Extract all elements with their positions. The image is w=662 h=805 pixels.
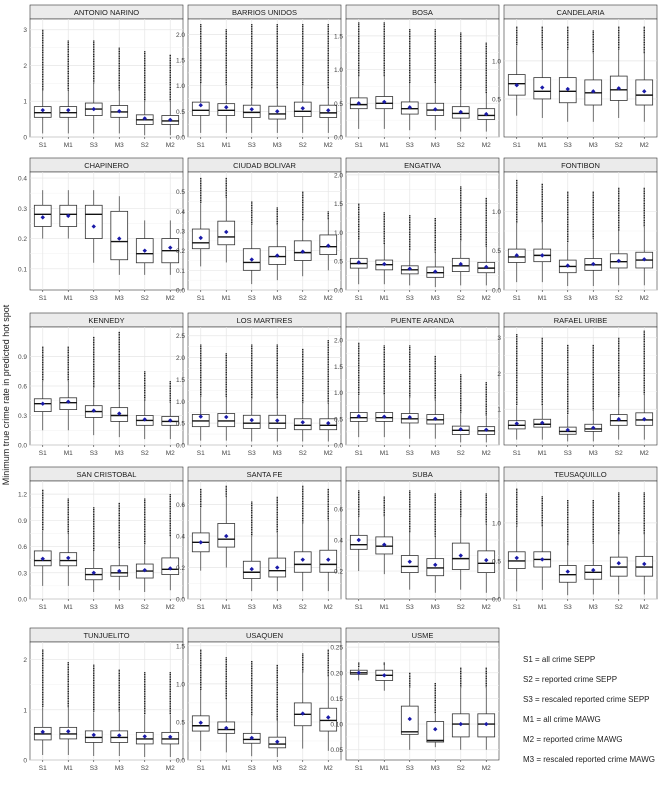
- y-tick-label: 0.0: [175, 287, 185, 295]
- x-tick-label: S2: [298, 765, 307, 772]
- y-tick-label: 0.5: [333, 258, 343, 266]
- x-tick-label: M2: [165, 142, 175, 149]
- x-tick-label: M3: [114, 142, 124, 149]
- legend-item-m3: M3 = rescaled reported crime MAWG: [523, 755, 655, 764]
- box: [559, 566, 576, 583]
- y-tick-label: 0.5: [175, 108, 185, 116]
- legend-item-s2: S2 = reported crime SEPP: [523, 675, 618, 684]
- y-tick-label: 3: [23, 27, 27, 35]
- box: [401, 556, 418, 573]
- x-tick-label: M3: [588, 295, 598, 302]
- x-tick-label: M2: [323, 450, 333, 457]
- x-tick-label: S1: [38, 604, 47, 611]
- facet-title: USAQUEN: [245, 631, 284, 640]
- x-tick-label: M1: [221, 765, 231, 772]
- plot-area: [188, 19, 341, 137]
- x-tick-label: S2: [456, 142, 465, 149]
- x-tick-label: S3: [405, 604, 414, 611]
- x-tick-label: M3: [272, 604, 282, 611]
- y-tick-label: 0.3: [17, 570, 27, 578]
- y-tick-label: 0.1: [175, 267, 185, 275]
- y-tick-label: 0: [23, 134, 27, 142]
- y-tick-label: 0.4: [17, 175, 27, 183]
- x-tick-label: M3: [114, 295, 124, 302]
- y-tick-label: 0.5: [333, 100, 343, 108]
- y-tick-label: 1: [23, 98, 27, 106]
- x-tick-label: M1: [63, 295, 73, 302]
- x-tick-label: M2: [481, 604, 491, 611]
- series-legend: [523, 655, 659, 775]
- y-tick-label: 2.0: [333, 337, 343, 345]
- x-tick-label: M2: [481, 142, 491, 149]
- x-tick-label: S3: [563, 295, 572, 302]
- x-tick-label: S2: [456, 765, 465, 772]
- x-tick-label: S1: [38, 142, 47, 149]
- facet-title: TEUSAQUILLO: [554, 470, 607, 479]
- plot-area: [346, 19, 499, 137]
- x-tick-label: M1: [63, 450, 73, 457]
- x-tick-label: S3: [89, 604, 98, 611]
- facet-title: SUBA: [412, 470, 433, 479]
- x-tick-label: S1: [196, 765, 205, 772]
- plot-area: [504, 19, 657, 137]
- facet-title: RAFAEL URIBE: [553, 316, 608, 325]
- x-tick-label: S2: [140, 295, 149, 302]
- facet-title: ENGATIVA: [404, 161, 441, 170]
- x-tick-label: M1: [63, 604, 73, 611]
- x-tick-label: S2: [140, 450, 149, 457]
- x-tick-label: S1: [196, 450, 205, 457]
- x-tick-label: M1: [379, 450, 389, 457]
- y-tick-label: 0.9: [17, 517, 27, 525]
- x-tick-label: M2: [639, 604, 649, 611]
- x-tick-label: M1: [537, 142, 547, 149]
- facet-panel: [18, 313, 183, 457]
- y-tick-label: 1: [23, 707, 27, 715]
- x-tick-label: M2: [165, 450, 175, 457]
- x-tick-label: M1: [379, 295, 389, 302]
- facet-panel: [18, 158, 183, 302]
- y-tick-label: 1.5: [175, 57, 185, 65]
- x-tick-label: M2: [639, 450, 649, 457]
- facet-panel: [176, 313, 341, 457]
- x-tick-label: M3: [588, 604, 598, 611]
- x-tick-label: S1: [354, 604, 363, 611]
- y-tick-label: 1.5: [333, 363, 343, 371]
- y-tick-label: 0.4: [333, 537, 343, 545]
- x-tick-label: S3: [247, 604, 256, 611]
- x-tick-label: S3: [89, 295, 98, 302]
- y-tick-label: 0.10: [330, 721, 343, 729]
- x-tick-label: M1: [537, 604, 547, 611]
- facet-title: TUNJUELITO: [83, 631, 130, 640]
- plot-area: [30, 172, 183, 290]
- y-tick-label: 0.0: [17, 596, 27, 604]
- x-tick-label: S3: [247, 765, 256, 772]
- y-tick-label: 2.0: [333, 172, 343, 180]
- facet-panel: [176, 467, 341, 611]
- x-tick-label: M2: [639, 142, 649, 149]
- plot-area: [346, 642, 499, 760]
- y-tick-label: 0.5: [175, 719, 185, 727]
- x-tick-label: M2: [323, 604, 333, 611]
- y-tick-label: 0.5: [175, 420, 185, 428]
- y-tick-label: 0.0: [175, 134, 185, 142]
- x-tick-label: M3: [272, 142, 282, 149]
- facet-panel: [492, 158, 657, 302]
- y-tick-label: 1.5: [175, 643, 185, 651]
- box: [85, 205, 102, 238]
- box: [427, 722, 444, 743]
- legend-item-s3: S3 = rescaled reported crime SEPP: [523, 695, 650, 704]
- y-tick-label: 2: [23, 62, 27, 70]
- y-tick-label: 0.0: [491, 287, 501, 295]
- y-tick-label: 0.25: [330, 644, 343, 652]
- x-tick-label: S3: [563, 142, 572, 149]
- x-tick-label: M1: [221, 604, 231, 611]
- facet-panel: [18, 467, 183, 611]
- y-tick-label: 2: [23, 657, 27, 665]
- y-tick-label: 0.3: [17, 205, 27, 213]
- y-tick-label: 1.0: [491, 208, 501, 216]
- facet-panel: [334, 158, 499, 302]
- legend-item-m1: M1 = all crime MAWG: [523, 715, 601, 724]
- y-tick-label: 0.3: [175, 228, 185, 236]
- y-tick-label: 0.0: [175, 757, 185, 765]
- x-tick-label: M1: [379, 142, 389, 149]
- x-tick-label: M3: [430, 295, 440, 302]
- facet-title: CIUDAD BOLIVAR: [233, 161, 296, 170]
- y-tick-label: 0.5: [491, 558, 501, 566]
- x-tick-label: S3: [405, 142, 414, 149]
- box: [508, 552, 525, 569]
- x-tick-label: S3: [89, 142, 98, 149]
- y-tick-label: 2.5: [175, 333, 185, 341]
- y-axis-label: Minimum true crime rate in predicted hot spot: [1, 304, 11, 486]
- y-tick-label: 1.0: [333, 67, 343, 75]
- x-tick-label: M3: [430, 450, 440, 457]
- x-tick-label: S1: [512, 295, 521, 302]
- x-tick-label: M1: [537, 295, 547, 302]
- y-tick-label: 0.0: [491, 596, 501, 604]
- x-tick-label: S3: [405, 295, 414, 302]
- x-tick-label: M2: [323, 142, 333, 149]
- x-tick-label: M3: [588, 450, 598, 457]
- y-tick-label: 0.05: [330, 747, 343, 755]
- x-tick-label: S2: [456, 450, 465, 457]
- x-tick-label: S1: [512, 450, 521, 457]
- facet-title: FONTIBON: [561, 161, 600, 170]
- plot-area: [188, 642, 341, 760]
- x-tick-label: S1: [38, 450, 47, 457]
- y-tick-label: 0.5: [491, 248, 501, 256]
- x-tick-label: M1: [537, 450, 547, 457]
- x-tick-label: M2: [481, 450, 491, 457]
- y-tick-label: 0.5: [175, 189, 185, 197]
- y-tick-label: 1: [497, 406, 501, 414]
- y-tick-label: 1.0: [333, 390, 343, 398]
- facet-panel: [176, 5, 341, 149]
- x-tick-label: S2: [298, 450, 307, 457]
- x-tick-label: M3: [272, 765, 282, 772]
- x-tick-label: S2: [614, 295, 623, 302]
- facet-title: SANTA FE: [246, 470, 283, 479]
- y-tick-label: 1.5: [333, 33, 343, 41]
- facet-panel: [492, 467, 657, 611]
- x-tick-label: S2: [456, 295, 465, 302]
- y-tick-label: 0.2: [175, 248, 185, 256]
- x-tick-label: M1: [63, 142, 73, 149]
- x-tick-label: S2: [298, 142, 307, 149]
- plot-area: [188, 327, 341, 445]
- x-tick-label: S2: [140, 604, 149, 611]
- y-tick-label: 1.0: [175, 681, 185, 689]
- y-tick-label: 0: [23, 757, 27, 765]
- x-tick-label: S3: [89, 765, 98, 772]
- x-tick-label: S2: [140, 765, 149, 772]
- x-tick-label: M1: [221, 450, 231, 457]
- x-tick-label: S1: [354, 295, 363, 302]
- y-tick-label: 1.5: [333, 201, 343, 209]
- x-tick-label: S3: [405, 450, 414, 457]
- y-tick-label: 0.0: [333, 442, 343, 450]
- facet-title: USME: [411, 631, 434, 640]
- x-tick-label: M2: [165, 295, 175, 302]
- facet-title: CANDELARIA: [556, 8, 605, 17]
- x-tick-label: S1: [354, 142, 363, 149]
- facet-title: ANTONIO NARINO: [73, 8, 140, 17]
- y-tick-label: 2.0: [175, 31, 185, 39]
- x-tick-label: S1: [38, 765, 47, 772]
- x-tick-label: S1: [354, 450, 363, 457]
- y-tick-label: 0.0: [175, 442, 185, 450]
- x-tick-label: M3: [430, 142, 440, 149]
- y-tick-label: 0.9: [17, 354, 27, 361]
- y-tick-label: 0.0: [175, 596, 185, 604]
- box: [350, 535, 367, 549]
- x-tick-label: S2: [298, 295, 307, 302]
- x-tick-label: M1: [63, 765, 73, 772]
- y-tick-label: 1.0: [491, 58, 501, 66]
- facet-title: CHAPINERO: [84, 161, 129, 170]
- x-tick-label: S2: [614, 450, 623, 457]
- y-tick-label: 0.6: [17, 544, 27, 552]
- box: [294, 552, 311, 572]
- x-tick-label: M3: [272, 295, 282, 302]
- x-tick-label: S2: [614, 142, 623, 149]
- x-tick-label: S2: [298, 604, 307, 611]
- y-tick-label: 0.2: [333, 568, 343, 576]
- facet-panel: [334, 467, 499, 611]
- plot-area: [504, 327, 657, 445]
- y-tick-label: 0.6: [175, 502, 185, 510]
- x-tick-label: S1: [512, 604, 521, 611]
- x-tick-label: S2: [140, 142, 149, 149]
- x-tick-label: M1: [221, 142, 231, 149]
- y-tick-label: 2: [497, 370, 501, 378]
- x-tick-label: M2: [639, 295, 649, 302]
- facet-title: PUENTE ARANDA: [390, 316, 455, 325]
- y-tick-label: 2.0: [175, 355, 185, 363]
- x-tick-label: M1: [379, 604, 389, 611]
- x-tick-label: M2: [165, 604, 175, 611]
- x-tick-label: M3: [114, 450, 124, 457]
- y-tick-label: 0.5: [333, 416, 343, 424]
- facet-title: SAN CRISTOBAL: [76, 470, 137, 479]
- facet-panel: [23, 5, 183, 149]
- y-tick-label: 0.3: [17, 413, 27, 420]
- x-tick-label: M3: [430, 604, 440, 611]
- y-tick-label: 1.0: [333, 229, 343, 237]
- legend-item-m2: M2 = reported crime MAWG: [523, 735, 623, 744]
- y-tick-label: 0.1: [17, 266, 27, 274]
- plot-area: [346, 327, 499, 445]
- x-tick-label: M3: [430, 765, 440, 772]
- x-tick-label: S1: [196, 604, 205, 611]
- y-tick-label: 0.0: [333, 134, 343, 142]
- facet-title: LOS MARTIRES: [236, 316, 293, 325]
- facet-panel: [176, 158, 341, 302]
- y-tick-label: 0.6: [17, 383, 27, 391]
- y-tick-label: 0.0: [333, 287, 343, 295]
- y-tick-label: 1.2: [17, 491, 27, 499]
- box: [111, 211, 128, 259]
- x-tick-label: S1: [512, 142, 521, 149]
- x-tick-label: S1: [38, 295, 47, 302]
- plot-area: [504, 481, 657, 599]
- y-tick-label: 0.2: [17, 236, 27, 244]
- x-tick-label: M2: [323, 765, 333, 772]
- x-tick-label: S3: [563, 604, 572, 611]
- plot-area: [188, 481, 341, 599]
- facet-panel: [23, 628, 183, 772]
- x-tick-label: M1: [379, 765, 389, 772]
- y-tick-label: 0.20: [330, 670, 343, 678]
- box: [427, 559, 444, 576]
- facet-title: KENNEDY: [88, 316, 125, 325]
- y-tick-label: 3: [497, 335, 501, 343]
- y-tick-label: 1.0: [491, 520, 501, 528]
- y-tick-label: 0.5: [491, 96, 501, 104]
- x-tick-label: S1: [196, 142, 205, 149]
- x-tick-label: M2: [323, 295, 333, 302]
- facet-panel: [334, 5, 499, 149]
- x-tick-label: M3: [588, 142, 598, 149]
- y-tick-label: 0.4: [175, 208, 185, 216]
- legend-item-s1: S1 = all crime SEPP: [523, 655, 596, 664]
- x-tick-label: S3: [563, 450, 572, 457]
- plot-area: [346, 172, 499, 290]
- x-tick-label: S2: [456, 604, 465, 611]
- facet-panel: [497, 313, 657, 457]
- x-tick-label: S1: [354, 765, 363, 772]
- x-tick-label: S3: [405, 765, 414, 772]
- y-tick-label: 0.6: [333, 506, 343, 514]
- x-tick-label: S1: [196, 295, 205, 302]
- facet-panel: [176, 628, 341, 772]
- y-tick-label: 1.0: [175, 398, 185, 406]
- facet-title: BARRIOS UNIDOS: [231, 8, 298, 17]
- y-tick-label: 1.5: [175, 376, 185, 384]
- y-tick-label: 0.15: [330, 695, 343, 703]
- y-tick-label: 1.0: [175, 83, 185, 91]
- facet-panel: [330, 628, 499, 772]
- x-tick-label: M3: [114, 604, 124, 611]
- facet-panel: [492, 5, 657, 149]
- facet-title: BOSA: [412, 8, 433, 17]
- x-tick-label: S2: [614, 604, 623, 611]
- x-tick-label: M1: [221, 295, 231, 302]
- x-tick-label: M3: [114, 765, 124, 772]
- facet-panel: [334, 313, 499, 457]
- x-tick-label: M2: [481, 295, 491, 302]
- plot-area: [30, 481, 183, 599]
- x-tick-label: M2: [165, 765, 175, 772]
- y-tick-label: 0.0: [17, 442, 27, 450]
- x-tick-label: S3: [247, 295, 256, 302]
- x-tick-label: S3: [247, 450, 256, 457]
- box: [636, 556, 653, 576]
- x-tick-label: S3: [89, 450, 98, 457]
- x-tick-label: S3: [247, 142, 256, 149]
- y-tick-label: 0.2: [175, 565, 185, 573]
- x-tick-label: M3: [272, 450, 282, 457]
- x-tick-label: M2: [481, 765, 491, 772]
- y-tick-label: 0.4: [175, 533, 185, 541]
